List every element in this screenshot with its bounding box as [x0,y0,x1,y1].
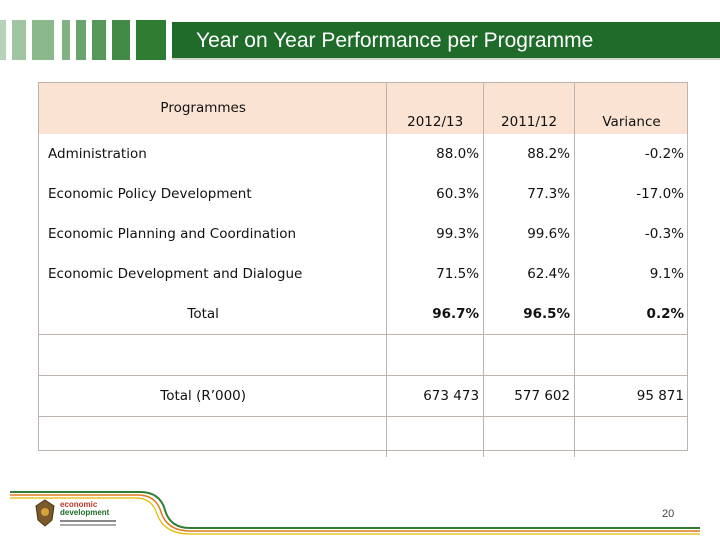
value-2012-13: 71.5% [387,254,484,294]
performance-table [38,82,688,457]
total-rand-variance: 95 871 [575,376,688,417]
table-row [38,214,688,254]
programme-name: Economic Policy Development [48,186,252,202]
total-rand-2012-13: 673 473 [387,376,484,417]
department-logo [60,501,116,526]
header-2012-13: 2012/13 [387,82,484,134]
total-rand-label: Total (R’000) [38,376,387,417]
stripe [32,20,54,60]
value-2012-13: 88.0% [387,134,484,174]
empty-cell [575,335,688,376]
value-variance: -17.0% [575,174,688,214]
header-programmes: Programmes [38,82,387,134]
stripe [76,20,86,60]
header-2011-12: 2011/12 [484,82,575,134]
empty-cell [484,335,575,376]
empty-row [38,417,688,458]
total-variance: 0.2% [575,294,688,335]
empty-cell [484,417,575,458]
total-label: Total [187,306,219,322]
page-number: 20 [662,508,675,520]
value-2011-12: 62.4% [484,254,575,294]
table-row [38,134,688,174]
value-2011-12: 99.6% [484,214,575,254]
logo-line-2: development [60,508,110,517]
stripe [112,20,130,60]
total-rand-row [38,376,688,417]
programme-name: Economic Planning and Coordination [48,226,297,242]
empty-cell [38,335,387,376]
table-row [38,254,688,294]
empty-cell [575,417,688,458]
stripe [92,20,106,60]
title-stripes [0,20,180,60]
total-rand-2011-12: 577 602 [484,376,575,417]
value-2012-13: 60.3% [387,174,484,214]
title-bar [0,20,720,60]
empty-cell [38,417,387,458]
stripe [62,20,70,60]
page-title: Year on Year Performance per Programme [172,22,720,58]
table-row [38,174,688,214]
title-rule [172,58,720,60]
empty-cell [387,335,484,376]
value-variance: -0.3% [575,214,688,254]
empty-cell [387,417,484,458]
header-variance: Variance [575,82,688,134]
empty-row [38,335,688,376]
logo-small-print [60,524,116,526]
value-variance: -0.2% [575,134,688,174]
stripe [12,20,26,60]
value-variance: 9.1% [575,254,688,294]
logo-line-1: economic [60,500,98,509]
table-header-row [38,82,688,134]
total-row [38,294,688,335]
value-2011-12: 88.2% [484,134,575,174]
programme-name: Economic Development and Dialogue [48,266,303,282]
value-2012-13: 99.3% [387,214,484,254]
stripe [136,20,166,60]
stripe [0,20,6,60]
value-2011-12: 77.3% [484,174,575,214]
logo-small-print [60,520,116,522]
total-2011-12: 96.5% [484,294,575,335]
total-2012-13: 96.7% [387,294,484,335]
programme-name: Administration [48,146,147,162]
